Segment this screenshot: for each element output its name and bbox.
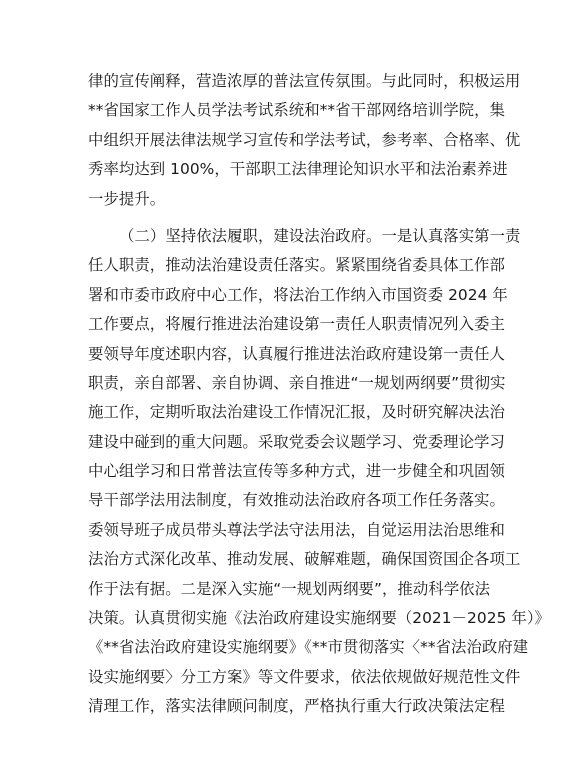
text-line-first-indented: （二）坚持依法履职，建设法治政府。一是认真落实第一责	[119, 226, 521, 245]
text-line: 导干部学法用法制度，有效推动法治政府各项工作任务落实。	[88, 491, 505, 510]
paragraph-2	[88, 222, 550, 722]
text-line: 任人职责，推动法治建设责任落实。紧紧围绕省委具体工作部	[88, 256, 505, 275]
text-line: 建设中碰到的重大问题。采取党委会议题学习、党委理论学习	[88, 432, 505, 451]
text-line: 委领导班子成员带头尊法学法守法用法，自觉运用法治思维和	[88, 520, 505, 539]
text-line: 中组织开展法律法规学习宣传和学法考试，参考率、合格率、优	[88, 130, 521, 149]
text-line: 《**省法治政府建设实施纲要》《**市贯彻落实〈**省法治政府建	[88, 638, 529, 657]
text-line: 署和市委市政府中心工作，将法治工作纳入市国资委 2024 年	[88, 285, 508, 304]
paragraph-spacer	[88, 214, 503, 222]
text-line: 施工作，定期听取法治建设工作情况汇报，及时研究解决法治	[88, 403, 505, 422]
text-line: 清理工作，落实法律顾问制度，严格执行重大行政决策法定程	[88, 697, 505, 716]
text-line: 设实施纲要〉分工方案》等文件要求，依法依规做好规范性文件	[88, 667, 521, 686]
text-line: 秀率均达到 100%，干部职工法律理论知识水平和法治素养进	[88, 160, 508, 179]
text-line: 律的宣传阐释，营造浓厚的普法宣传氛围。与此同时，积极运用	[88, 72, 521, 90]
text-line: 决策。认真贯彻实施《法治政府建设实施纲要（2021－2025 年）》	[88, 609, 550, 628]
text-line: 要领导年度述职内容，认真履行推进法治政府建设第一责任人	[88, 344, 505, 363]
text-line: 中心组学习和日常普法宣传等多种方式，进一步健全和巩固领	[88, 462, 505, 481]
text-line: 一步提升。	[88, 189, 166, 208]
text-line: **省国家工作人员学法考试系统和**省干部网络培训学院，集	[88, 101, 505, 120]
text-line: 职责，亲自部署、亲自协调、亲自推进“一规划两纲要”贯彻实	[88, 373, 506, 392]
text-line: 工作要点，将履行推进法治建设第一责任人职责情况列入委主	[88, 315, 505, 334]
paragraph-1	[88, 67, 521, 214]
text-line: 法治方式深化改革、推动发展、破解难题，确保国资国企各项工	[88, 550, 521, 569]
text-line: 作于法有据。二是深入实施“一规划两纲要”，推动科学依法	[88, 579, 491, 598]
document-page	[88, 67, 550, 722]
